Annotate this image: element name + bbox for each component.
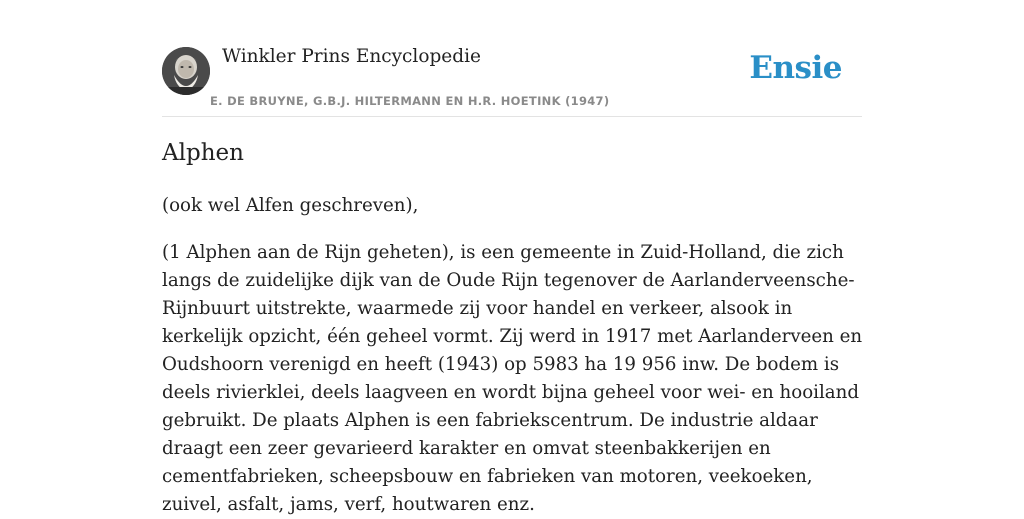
authors-line: E. DE BRUYNE, G.B.J. HILTERMANN EN H.R. HOETINK (1947)	[210, 94, 610, 108]
article-paragraph-1: (ook wel Alfen geschreven),	[162, 195, 419, 216]
page	[162, 0, 863, 515]
author-portrait-icon[interactable]	[162, 47, 210, 95]
header	[162, 0, 862, 117]
article-paragraph-2: (1 Alphen aan de Rijn geheten), is een gemeente in Zuid-Holland, die zich langs de zuidelijke dijk van de Oude Rijn tegenover de Aarlanderveensche-Rijnbuurt uitstrekte, waarmede zij voor handel en verkeer, alsook in kerkelijk opzicht, één geheel vormt. Zij werd in 1917 met Aarlanderveen en Oudshoorn verenigd en heeft (1943) op 5983 ha 19 956 inw. De bodem is deels rivierklei, deels laagveen en wordt bijna geheel voor wei- en hooiland gebruikt. De plaats Alphen is een fabriekscentrum. De industrie aldaar draagt een zeer gevarieerd karakter en omvat steenbakkerijen en cementfabrieken, scheepsbouw en fabrieken van motoren, veekoeken, zuivel, asfalt, jams, verf, houtwaren enz.	[162, 242, 863, 515]
encyclopedia-title[interactable]: Winkler Prins Encyclopedie	[222, 46, 481, 67]
article-title: Alphen	[162, 140, 244, 166]
ensie-logo[interactable]: Ensie	[749, 50, 842, 86]
